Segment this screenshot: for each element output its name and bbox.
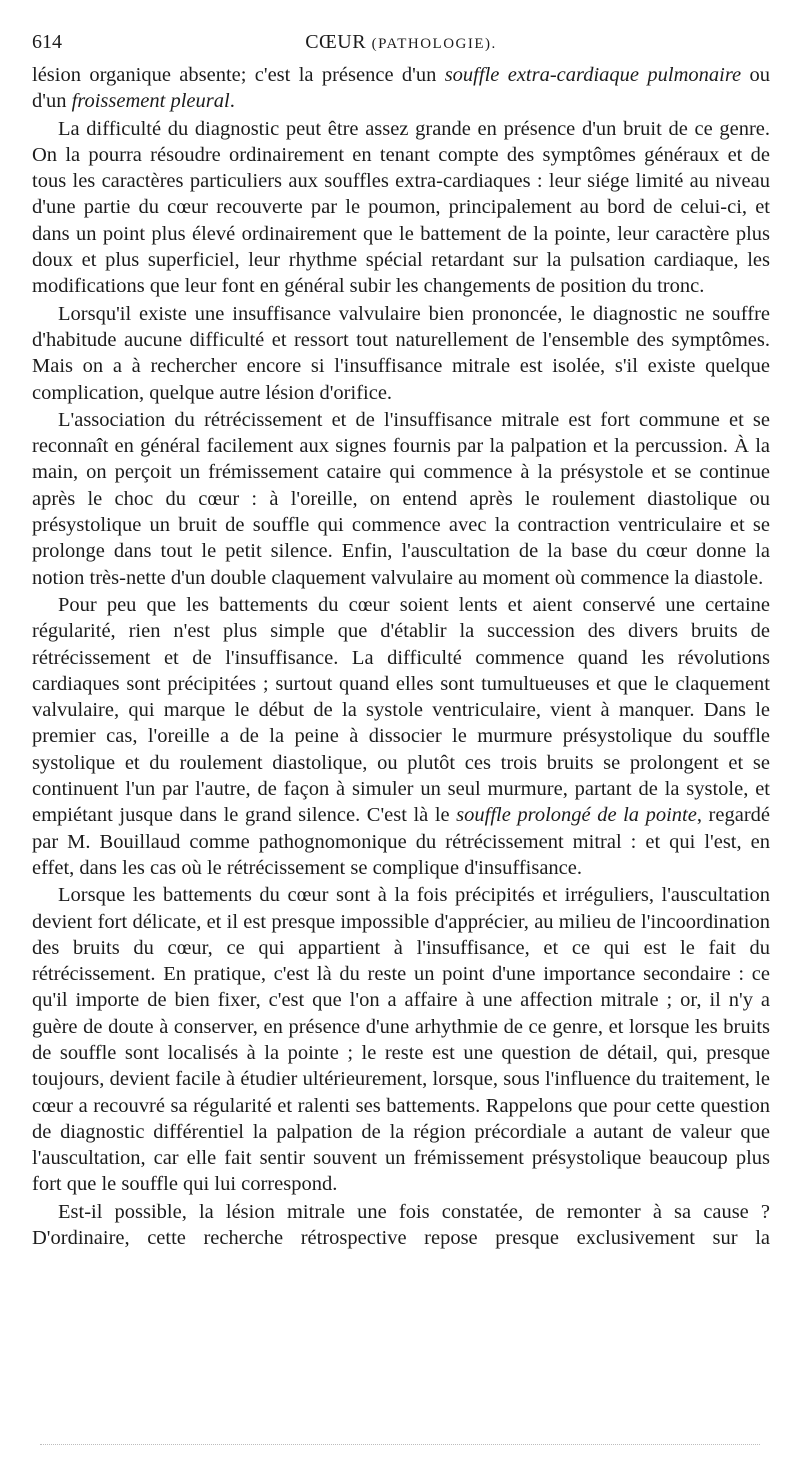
paragraph-battements-irreguliers: Lorsque les battements du cœur sont à la fois précipités et irréguliers, l'auscultation devient fort délicate, et il est presque impossible d'apprécier, au milieu de l'incoordination des bruits du cœur, ce qui appartient à l'insuffisance, et ce qui est le fait du rétrécissement. En pratique, c'est là du reste un point d'une importance secondaire : ce qu'il importe de bien fixer, c'est que l'on a affaire à une affection mitrale ; or, il n'y a guère de doute à conserver, en présence d'une arhythmie de ce genre, et lorsque les bruits de souffle sont localisés à la pointe ; le reste est une question de détail, qui, presque toujours, devient facile à étudier ultérieurement, lorsque, sous l'influence du traitement, le cœur a recouvré sa régularité et ralenti ses battements. Rappelons que pour cette question de diagnostic différentiel la palpation de la région précordiale a autant de valeur que l'auscultation, car elle fait sentir souvent un frémissement présystolique beaucoup plus fort que le souffle qui lui correspond. (32, 884, 770, 1196)
running-title (32, 22, 770, 64)
emphasis-souffle-prolonge: souffle prolongé de la pointe (456, 804, 697, 827)
running-header (32, 22, 770, 62)
book-page (32, 22, 770, 1251)
paragraph-continuation: lésion organique absente; c'est la présence d'un souffle extra-cardiaque pulmonaire ou d'un froissement pleural. (32, 64, 770, 113)
paragraph-insuffisance-valvulaire: Lorsqu'il existe une insuffisance valvulaire bien prononcée, le diagnostic ne souffre d'habitude aucune difficulté et ressort tout naturellement de l'ensemble des symptômes. Mais on a à rechercher encore si l'insuffisance mitrale est isolée, s'il existe quelque complication, quelque autre lésion d'orifice. (32, 302, 770, 404)
header-title: CŒUR (305, 31, 367, 53)
paragraph-diagnostic-difficulty: La difficulté du diagnostic peut être assez grande en présence d'un bruit de ce genre. On la pourra résoudre ordinairement en tenant compte des symptômes généraux et de tous les caractères particuliers aux souffles extra-cardiaques : leur siége limité au niveau d'une partie du cœur recouverte par le poumon, principalement au bord de celui-ci, et dans un point plus élevé ordinairement que le battement de la pointe, leur caractère plus doux et plus superficiel, leur rhythme spécial retardant sur la pulsation cardiaque, les modifications que leur font en général subir les changements de position du tronc. (32, 117, 770, 298)
header-section: (PATHOLOGIE). (371, 36, 497, 52)
emphasis-froissement-pleural: froissement pleural (71, 90, 230, 113)
emphasis-souffle-extra-cardiaque: souffle extra-cardiaque pulmonaire (444, 64, 742, 86)
page-number: 614 (32, 31, 62, 53)
paragraph-association: L'association du rétrécissement et de l'insuffisance mitrale est fort commune et se reconnaît en général facilement aux signes fournis par la palpation et la percussion. À la main, on perçoit un frémissement cataire qui commence à la présystole et se continue après le choc du cœur : à l'oreille, on entend après le roulement diastolique ou présystolique un bruit de souffle qui commence avec la contraction ventriculaire et se prolonge dans tout le petit silence. Enfin, l'auscultation de la base du cœur donne la notion très-nette d'un double claquement valvulaire au moment où commence la diastole. (32, 408, 770, 589)
page-body (32, 62, 770, 1251)
paragraph-cause: Est-il possible, la lésion mitrale une fois constatée, de remonter à sa cause ? D'ordinaire, cette recherche rétrospective repose presque exclusivement sur la (32, 1200, 770, 1250)
paragraph-battements-lents: Pour peu que les battements du cœur soient lents et aient conservé une certaine régularité, rien n'est plus simple que d'établir la succession des divers bruits de rétrécissement et de l'insuffisance. La difficulté commence quand les révolutions cardiaques sont précipitées ; surtout quand elles sont tumultueuses et que le claquement valvulaire, qui marque le début de la systole ventriculaire, vient à manquer. Dans le premier cas, l'oreille a de la peine à dissocier le murmure présystolique du souffle systolique et du roulement diastolique, ou plutôt ces trois bruits se prolongent et se continuent l'un par l'autre, de façon à simuler un seul murmure, partant de la systole, et empiétant jusque dans le grand silence. C'est là le souffle prolongé de la pointe, regardé par M. Bouillaud comme pathognomonique du rétrécissement mitral : et qui l'est, en effet, dans les cas où le rétrécissement se complique d'insuffisance. (32, 593, 770, 879)
footer-rule (40, 1444, 760, 1445)
